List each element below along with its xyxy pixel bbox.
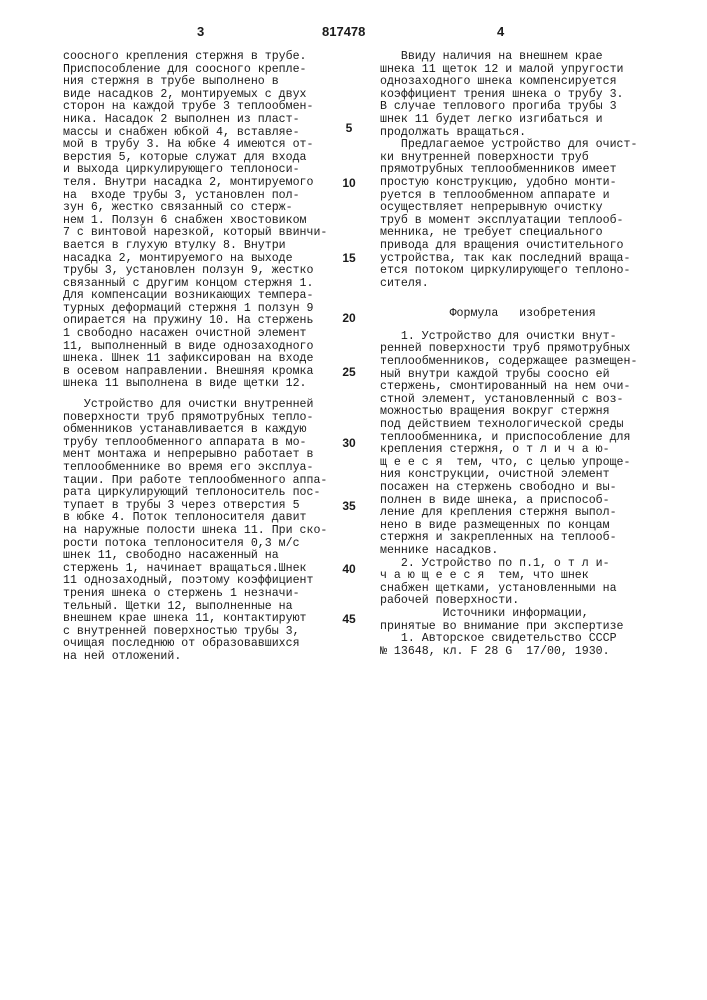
text-line: 1 свободно насажен очистной элемент [63, 328, 338, 341]
page-number-left: 3 [197, 24, 204, 39]
text-line: верстия 5, которые служат для входа [63, 152, 338, 165]
text-line: опирается на пружину 10. На стержень [63, 315, 338, 328]
text-line: Для компенсации возникающих темпера- [63, 290, 338, 303]
text-line: труб в момент эксплуатации теплооб- [380, 215, 660, 228]
text-line: ренней поверхности труб прямотрубных [380, 343, 660, 356]
text-line: 1. Устройство для очистки внут- [380, 331, 660, 344]
text-line: турных деформаций стержня 1 ползун 9 [63, 303, 338, 316]
text-line: шнека. Шнек 11 зафиксирован на входе [63, 353, 338, 366]
text-line: виде насадков 2, монтируемых с двух [63, 89, 338, 102]
left-column [63, 51, 338, 664]
text-line: трубу теплообменного аппарата в мо- [63, 437, 338, 450]
text-line: полнен в виде шнека, а приспособ- [380, 495, 660, 508]
text-line: 7 с винтовой нарезкой, который ввинчи- [63, 227, 338, 240]
text-line: Источники информации, [380, 608, 660, 621]
text-line: ление для крепления стержня выпол- [380, 507, 660, 520]
line-number: 15 [338, 252, 360, 265]
text-line: ния конструкции, очистной элемент [380, 469, 660, 482]
text-line: обменников устанавливается в каждую [63, 424, 338, 437]
line-number: 45 [338, 613, 360, 626]
text-line: принятые во внимание при экспертизе [380, 621, 660, 634]
text-line: № 13648, кл. F 28 G 17/00, 1930. [380, 646, 660, 659]
text-line: массы и снабжен юбкой 4, вставляе- [63, 127, 338, 140]
text-line: рости потока теплоносителя 0,3 м/с [63, 538, 338, 551]
text-line: в осевом направлении. Внешняя кромка [63, 366, 338, 379]
text-line: Приспособление для соосного крепле- [63, 64, 338, 77]
left-paragraph-1 [63, 51, 338, 391]
text-line: нено в виде размещенных по концам [380, 520, 660, 533]
text-line: теплообменника, и приспособление для [380, 432, 660, 445]
text-line: 1. Авторское свидетельство СССР [380, 633, 660, 646]
claims-heading: Формула изобретения [380, 308, 660, 321]
text-line: сителя. [380, 278, 660, 291]
text-line: тельный. Щетки 12, выполненные на [63, 601, 338, 614]
text-line: мент монтажа и непрерывно работает в [63, 449, 338, 462]
text-line: ный внутри каждой трубы соосно ей [380, 369, 660, 382]
text-line: Ввиду наличия на внешнем крае [380, 51, 660, 64]
text-line: связанный с другим концом стержня 1. [63, 278, 338, 291]
text-line: можностью вращения вокруг стержня [380, 406, 660, 419]
text-line: коэффициент трения шнека о трубу 3. [380, 89, 660, 102]
text-line: ется потоком циркулирующего теплоно- [380, 265, 660, 278]
text-line: ния стержня в трубе выполнено в [63, 76, 338, 89]
line-number: 10 [338, 177, 360, 190]
text-line: ника. Насадок 2 выполнен из пласт- [63, 114, 338, 127]
text-line: стержень 1, начинает вращаться.Шнек [63, 563, 338, 576]
text-line: под действием технологической среды [380, 419, 660, 432]
text-line: устройства, так как последний враща- [380, 253, 660, 266]
text-line: вается в глухую втулку 8. Внутри [63, 240, 338, 253]
left-paragraph-2 [63, 399, 338, 663]
text-line: 2. Устройство по п.1, о т л и- [380, 558, 660, 571]
right-column [380, 51, 660, 658]
text-line: рата циркулирующий теплоноситель пос- [63, 487, 338, 500]
page-number-right: 4 [497, 24, 504, 39]
text-line: шнека 11 выполнена в виде щетки 12. [63, 378, 338, 391]
text-line: менника, не требует специального [380, 227, 660, 240]
text-line: В случае теплового прогиба трубы 3 [380, 101, 660, 114]
text-line: крепления стержня, о т л и ч а ю- [380, 444, 660, 457]
line-number: 20 [338, 312, 360, 325]
line-number: 30 [338, 437, 360, 450]
text-line: тации. При работе теплообменного аппа- [63, 475, 338, 488]
text-line: рабочей поверхности. [380, 595, 660, 608]
text-line: шнек 11, свободно насаженный на [63, 550, 338, 563]
text-line: трубы 3, установлен ползун 9, жестко [63, 265, 338, 278]
text-line: поверхности труб прямотрубных тепло- [63, 412, 338, 425]
text-line: внешнем крае шнека 11, контактируют [63, 613, 338, 626]
text-line: 11 однозаходный, поэтому коэффициент [63, 575, 338, 588]
text-line: теля. Внутри насадка 2, монтируемого [63, 177, 338, 190]
line-number: 25 [338, 366, 360, 379]
text-line: привода для вращения очистительного [380, 240, 660, 253]
text-line: Устройство для очистки внутренней [63, 399, 338, 412]
text-line: нем 1. Ползун 6 снабжен хвостовиком [63, 215, 338, 228]
text-line: зун 6, жестко связанный со стерж- [63, 202, 338, 215]
text-line: на наружные полости шнека 11. При ско- [63, 525, 338, 538]
text-line: посажен на стержень свободно и вы- [380, 482, 660, 495]
text-line: трения шнека о стержень 1 незначи- [63, 588, 338, 601]
text-line: с внутренней поверхностью трубы 3, [63, 626, 338, 639]
text-line: снабжен щетками, установленными на [380, 583, 660, 596]
text-line: теплообменников, содержащее размещен- [380, 356, 660, 369]
text-line: простую конструкцию, удобно монти- [380, 177, 660, 190]
text-line: соосного крепления стержня в трубе. [63, 51, 338, 64]
text-line: прямотрубных теплообменников имеет [380, 164, 660, 177]
text-line: тупает в трубы 3 через отверстия 5 [63, 500, 338, 513]
text-line: стержень, смонтированный на нем очи- [380, 381, 660, 394]
text-line: однозаходного шнека компенсируется [380, 76, 660, 89]
line-number: 5 [338, 122, 360, 135]
text-line: в юбке 4. Поток теплоносителя давит [63, 512, 338, 525]
text-line: щ е е с я тем, что, с целью упроще- [380, 457, 660, 470]
text-line: насадка 2, монтируемого на выходе [63, 253, 338, 266]
text-line: осуществляет непрерывную очистку [380, 202, 660, 215]
text-line: на входе трубы 3, установлен пол- [63, 190, 338, 203]
text-line: меннике насадков. [380, 545, 660, 558]
line-number: 35 [338, 500, 360, 513]
text-line: на ней отложений. [63, 651, 338, 664]
text-line: сторон на каждой трубе 3 теплообмен- [63, 101, 338, 114]
text-line: руется в теплообменном аппарате и [380, 190, 660, 203]
patent-number: 817478 [322, 24, 365, 39]
text-line: очищая последнюю от образовавшихся [63, 638, 338, 651]
text-line: теплообменнике во время его эксплуа- [63, 462, 338, 475]
text-line: ч а ю щ е е с я тем, что шнек [380, 570, 660, 583]
claims [380, 331, 660, 658]
text-line: стной элемент, установленный с воз- [380, 394, 660, 407]
text-line: 11, выполненный в виде однозаходного [63, 341, 338, 354]
text-line: мой в трубу 3. На юбке 4 имеются от- [63, 139, 338, 152]
text-line: стержня и закрепленных на теплооб- [380, 532, 660, 545]
text-line: ки внутренней поверхности труб [380, 152, 660, 165]
right-paragraph-1 [380, 51, 660, 290]
line-number: 40 [338, 563, 360, 576]
text-line: продолжать вращаться. [380, 127, 660, 140]
text-line: Предлагаемое устройство для очист- [380, 139, 660, 152]
text-line: шнека 11 щеток 12 и малой упругости [380, 64, 660, 77]
text-line: и выхода циркулирующего теплоноси- [63, 164, 338, 177]
text-line: шнек 11 будет легко изгибаться и [380, 114, 660, 127]
